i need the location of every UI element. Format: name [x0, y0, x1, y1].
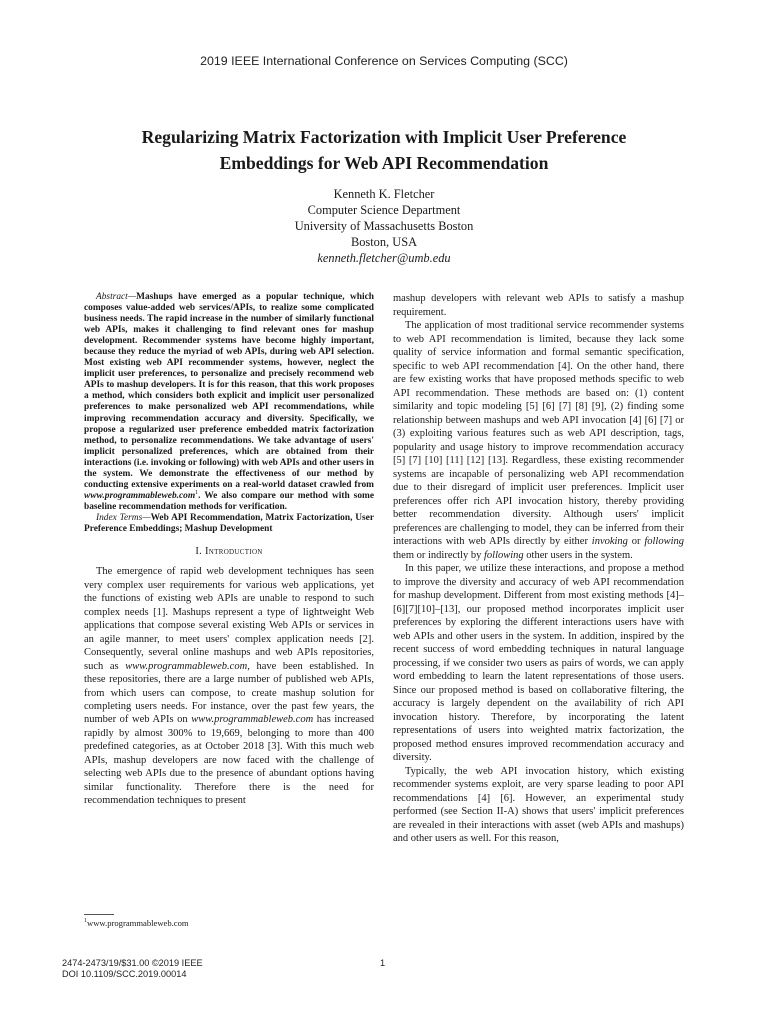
footer-copyright [62, 958, 203, 980]
paper-title [84, 124, 684, 176]
left-column [84, 292, 374, 808]
footer-line-1: 2474-2473/19/$31.00 ©2019 IEEE [62, 958, 203, 968]
right-p1-text: The application of most traditional service recommender systems to web API recommendation is limited, because they lack some quality of service information and formal semantic specification, specific to web API recommendation [4]. On the other hand, there are few existing works that have proposed methods specific to web API recommendation. These methods are based on: (1) content similarity and topic modeling [5] [6] [7] [8] [9], (2) finding some relationship between mashups and web API invocation [4] [6] [7] or (3) exploiting various features such as web API description, tags, popularity and usage history to improve recommendation accuracy [5] [7] [10] [11] [12] [13]. Regardless, these existing recommender systems are incapable of personalizing web API recommendation due to their disregard of implicit user preferences. Implicit user preferences offer rich API invocation history, thereby providing better recommendation diversity. Although users' implicit preferences are challenging to model, they can be inferred from their interactions with web APIs directly by either [393, 320, 684, 547]
intro-p1-url-2: www.programmableweb.com [191, 714, 314, 726]
footer-doi: DOI 10.1109/SCC.2019.00014 [62, 969, 187, 979]
author-university: University of Massachusetts Boston [294, 219, 474, 233]
right-p1-end: other users in the system. [526, 549, 633, 561]
footnote-text: www.programmableweb.com [87, 918, 189, 928]
abstract-text: Mashups have emerged as a popular technique, which composes value-added web services/APIs, to realize some complicated business needs. The rapid increase in the number of similarly functional web APIs, makes it challenging to find relevant ones for mashup development. Recommender systems have become highly important, because they reduce the myriad of web APIs, during web API selection. Most existing web API recommender systems, however, neglect the implicit user preferences, to personalize and precisely recommend web APIs to mashup developers. It is for this reason, that this work proposes a method, which considers both explicit and implicit user personalized preferences to make personalized web API recommendations, while improving recommendation accuracy and diversity. Specifically, we propose a regularized user preference embedded matrix factorization method, to personalize recommendations. We take advantage of users' implicit personalized preferences, which are obtained from their interactions (i.e. invoking or following) with web APIs and other users in the system. We demonstrate the effectiveness of our method by conducting extensive experiments on a real-world dataset crawled from [84, 292, 374, 490]
index-terms: Index Terms—Web API Recommendation, Matrix Factorization, User Preference Embeddings; Mashup Development [84, 512, 374, 534]
author-email: kenneth.fletcher@umb.edu [317, 251, 451, 265]
right-paragraph-2: In this paper, we utilize these interactions, and propose a method to improve the diversity and accuracy of web API recommendation for mashup development. Different from most existing methods [4]–[6][7][10]–[13], our proposed method incorporates implicit user preferences by exploring the different interactions users have with web APIs and other users in the system. In addition, inspired by the recent success of word embedding techniques in natural language processing, if we consider two users as pairs of words, we can apply word embedding to learn the latent representations of those users. Since our proposed method is based on collaborative filtering, the accuracy is largely dependent on the availability of rich API invocation history. Therefore, by incorporating the latent representations of users into weighted matrix factorization, the proposed method ensures improved recommendation accuracy and diversity. [393, 563, 684, 763]
abstract-label: Abstract [96, 292, 128, 302]
section-heading-introduction [84, 545, 374, 558]
footnote-marker: 1 [195, 489, 199, 496]
author-block [0, 186, 768, 266]
abstract-url: www.programmableweb.com [84, 490, 196, 501]
right-p1-following-2: following [483, 549, 524, 561]
intro-paragraph-1 [84, 565, 374, 807]
author-department: Computer Science Department [307, 203, 461, 217]
index-terms-text: Web API Recommendation, Matrix Factorization, User Preference Embeddings; Mashup Development [84, 512, 374, 534]
intro-p1-part-a: The emergence of rapid web development techniques has seen very complex user requirements for various web applications, yet the functions of existing web APIs are unable to respond to such complex needs [1]. Mashups represent a type of lightweight Web applications that compose several existing Web APIs or services in an agile manner, to meet users' complex application needs [2]. Consequently, several online mashups and web APIs repositories, such as [84, 566, 374, 672]
right-p1-them: them or indirectly by [393, 549, 482, 561]
right-p1-following: following [644, 536, 685, 547]
author-name: Kenneth K. Fletcher [333, 187, 435, 201]
right-paragraph-0: mashup developers with relevant web APIs to satisfy a mashup requirement. [393, 293, 684, 318]
footnote [84, 918, 189, 928]
title-line-1: Regularizing Matrix Factorization with Implicit User Preference [141, 127, 627, 147]
right-column [393, 292, 684, 846]
footnote-mark: 1 [84, 918, 87, 925]
intro-p1-url-1: www.programmableweb.com [125, 660, 248, 672]
conference-header: 2019 IEEE International Conference on Services Computing (SCC) [200, 54, 568, 68]
intro-p1-part-b: , have been established. In these repositories, there are a large number of published web APIs, from which users can compose, to create mashup solution for completing users needs. For instance, over the past few years, the number of web APIs on [84, 660, 375, 726]
author-location: Boston, USA [350, 235, 418, 249]
abstract: Abstract—Mashups have emerged as a popular technique, which composes value-added web services/APIs, to realize some complicated business needs. The rapid increase in the number of similarly functional web APIs, makes it challenging to find relevant ones for mashup development. Recommender systems have become highly important, because they reduce the myriad of web APIs, during web API selection. Most existing web API recommender systems, however, neglect the implicit user preferences, to personalize and precisely recommend web APIs to mashup developers. It is for this reason, that this work proposes a method, which considers both explicit and implicit user personalized preferences to make personalized web API recommendations, while improving recommendation accuracy and diversity. Specifically, we propose a regularized user preference embedded matrix factorization method, to personalize recommendations. We take advantage of users' implicit personalized preferences, which are obtained from their interactions (i.e. invoking or following) with web APIs and other users in the system. We demonstrate the effectiveness of our method by conducting extensive experiments on a real-world dataset crawled from www.programmableweb.com$^1$. We also compare our method with some baseline recommendation methods for verification. [84, 292, 374, 512]
page-number: 1 [380, 958, 386, 968]
right-p1-or: or [631, 536, 641, 547]
index-terms-label: Index Terms [96, 512, 143, 523]
title-line-2: Embeddings for Web API Recommendation [219, 153, 549, 173]
intro-p1-part-c: has increased rapidly by almost 300% to 19,669, belonging to more than 400 predefined categories, as at October 2018 [3]. With this much web APIs, mashup developers are now faced with the challenge of selecting web APIs due to the presence of abundant options having similar functionality. Therefore there is the need for recommendation techniques to present [84, 714, 375, 807]
section-number: I. [195, 546, 203, 558]
footnote-rule [84, 914, 114, 915]
abstract-text-end: . We also compare our method with some baseline recommendation methods for verification. [84, 490, 374, 512]
section-title: Introduction [205, 546, 263, 558]
right-paragraph-1 [393, 319, 684, 562]
right-p1-invoking: invoking [591, 536, 628, 547]
right-paragraph-3: Typically, the web API invocation history, which existing recommender systems exploit, are very sparse leading to poor API recommendations [4] [6]. However, an experimental study performed (see Section II-A) shows that users' implicit preferences are revealed in their interactions with asset (web APIs and mashups) and other users as well. For this reason, [393, 765, 684, 844]
